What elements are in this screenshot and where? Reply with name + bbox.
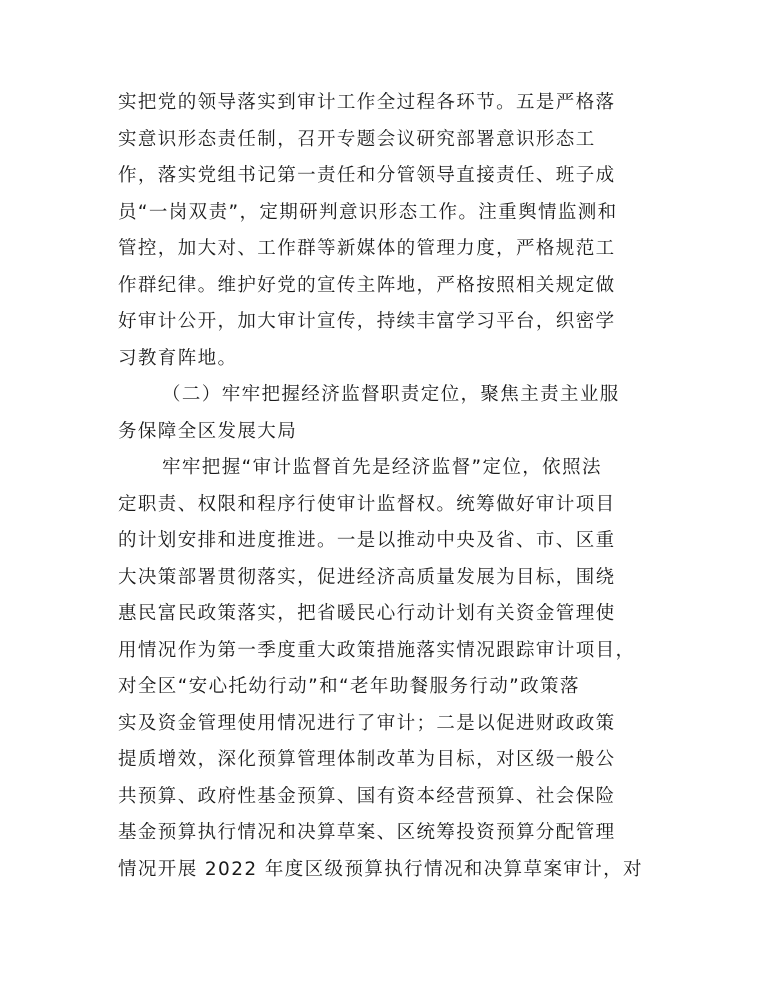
text-line: 务保障全区发展大局 xyxy=(118,420,298,442)
text-line: 基金预算执行情况和决算草案、区统筹投资预算分配管理 xyxy=(118,822,616,843)
text-line: 实把党的领导落实到审计工作全过程各环节。五是严格落 xyxy=(118,92,616,113)
text-line: 情况开展 2022 年度区级预算执行情况和决算草案审计，对 xyxy=(118,858,643,880)
text-line: 惠民富民政策落实，把省暖民心行动计划有关资金管理使 xyxy=(118,603,616,624)
text-line: 实意识形态责任制，召开专题会议研究部署意识形态工 xyxy=(118,128,596,150)
text-line: 作群纪律。维护好党的宣传主阵地，严格按照相关规定做 xyxy=(118,274,616,296)
text-line: 共预算、政府性基金预算、国有资本经营预算、社会保险 xyxy=(118,785,616,807)
text-line: 实及资金管理使用情况进行了审计；二是以促进财政政策 xyxy=(118,712,616,734)
paragraph-first-line: 牢牢把握“审计监督首先是经济监督”定位，依照法 xyxy=(162,457,602,478)
text-line: 员“一岗双责”，定期研判意识形态工作。注重舆情监测和 xyxy=(118,201,618,223)
text-line: 的计划安排和进度推进。一是以推动中央及省、市、区重 xyxy=(118,530,616,551)
paragraph-first-line: （二）牢牢把握经济监督职责定位，聚焦主责主业服 xyxy=(162,384,620,405)
text-line: 好审计公开，加大审计宣传，持续丰富学习平台，织密学 xyxy=(118,311,616,332)
text-line: 大决策部署贯彻落实，促进经济高质量发展为目标，围绕 xyxy=(118,566,616,588)
text-line: 作，落实党组书记第一责任和分管领导直接责任、班子成 xyxy=(118,165,616,186)
body-text xyxy=(118,85,658,888)
text-line: 提质增效，深化预算管理体制改革为目标，对区级一般公 xyxy=(118,749,616,770)
text-line: 定职责、权限和程序行使审计监督权。统筹做好审计项目 xyxy=(118,493,616,515)
text-line: 用情况作为第一季度重大政策措施落实情况跟踪审计项目， xyxy=(118,639,636,661)
text-line: 习教育阵地。 xyxy=(118,347,238,369)
text-line: 对全区“安心托幼行动”和“老年助餐服务行动”政策落 xyxy=(118,676,580,697)
text-line: 管控，加大对、工作群等新媒体的管理力度，严格规范工 xyxy=(118,238,616,259)
